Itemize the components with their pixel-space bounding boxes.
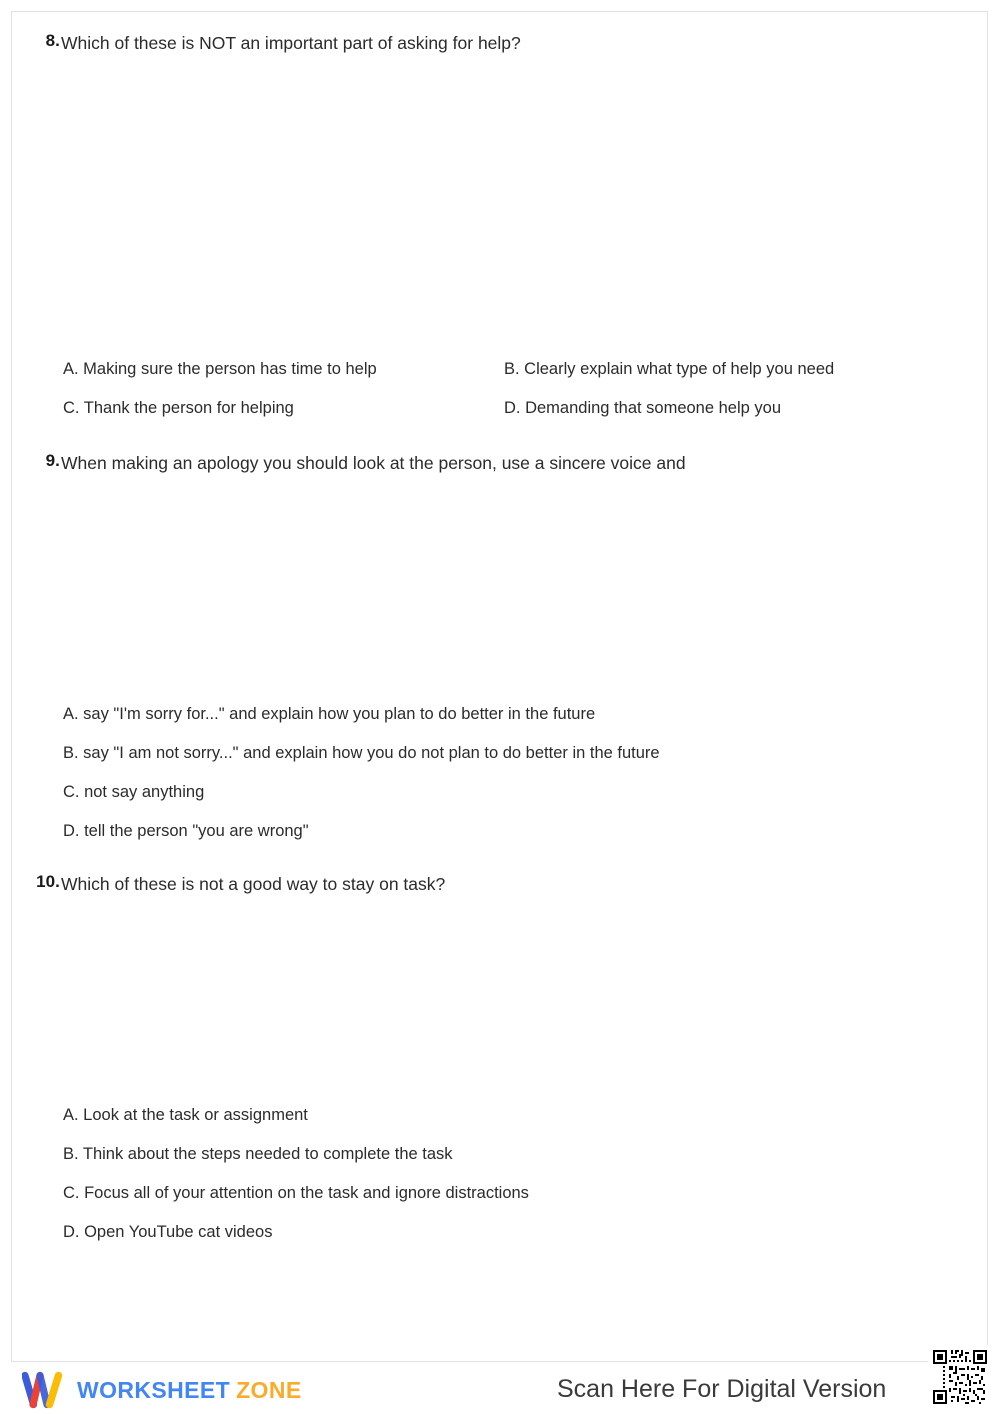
answer-workspace-9 xyxy=(12,481,987,703)
qr-code[interactable] xyxy=(928,1345,992,1409)
question-number: 9. xyxy=(45,451,60,470)
option-row xyxy=(12,1143,987,1182)
worksheet-body xyxy=(12,12,987,1361)
options-10 xyxy=(12,1104,987,1260)
question-text: Which of these is NOT an important part of asking for help? xyxy=(61,33,521,53)
option-d[interactable]: D. Demanding that someone help you xyxy=(504,399,782,417)
question-heading-10 xyxy=(12,872,987,902)
question-block-8 xyxy=(12,31,987,436)
option-row xyxy=(12,358,987,397)
option-row xyxy=(12,703,987,742)
question-number: 8. xyxy=(45,31,60,50)
option-c[interactable]: C. Focus all of your attention on the task and ignore distractions xyxy=(63,1184,529,1202)
question-block-9 xyxy=(12,451,987,859)
question-text: When making an apology you should look at the person, use a sincere voice and xyxy=(61,453,686,473)
option-c[interactable]: C. Thank the person for helping xyxy=(63,399,294,417)
worksheet-zone-logo-icon xyxy=(22,1370,68,1410)
option-row xyxy=(12,1221,987,1260)
answer-workspace-8 xyxy=(12,61,987,358)
brand-word-zone: ZONE xyxy=(236,1376,302,1403)
option-b[interactable]: B. Think about the steps needed to complete the task xyxy=(63,1145,453,1163)
option-row xyxy=(12,397,987,436)
worksheet-page xyxy=(11,11,988,1362)
question-text: Which of these is not a good way to stay on task? xyxy=(61,874,446,894)
option-a[interactable]: A. Making sure the person has time to help xyxy=(63,360,377,378)
option-b[interactable]: B. Clearly explain what type of help you need xyxy=(504,360,835,378)
option-d[interactable]: D. tell the person "you are wrong" xyxy=(63,822,309,840)
brand-word-worksheet: WORKSHEET xyxy=(77,1376,231,1403)
page-footer xyxy=(0,1366,1000,1414)
question-heading-9 xyxy=(12,451,987,481)
answer-workspace-10 xyxy=(12,902,987,1104)
option-a[interactable]: A. Look at the task or assignment xyxy=(63,1106,308,1124)
option-row xyxy=(12,1104,987,1143)
option-row xyxy=(12,742,987,781)
option-c[interactable]: C. not say anything xyxy=(63,783,205,801)
option-row xyxy=(12,781,987,820)
brand-wordmark xyxy=(77,1376,302,1403)
question-number: 10. xyxy=(36,872,60,891)
option-b[interactable]: B. say "I am not sorry..." and explain how you do not plan to do better in the future xyxy=(63,744,660,762)
options-9 xyxy=(12,703,987,859)
option-row xyxy=(12,1182,987,1221)
brand-logo[interactable] xyxy=(22,1368,302,1412)
option-row xyxy=(12,820,987,859)
scan-here-label: Scan Here For Digital Version xyxy=(557,1375,887,1403)
question-block-10 xyxy=(12,872,987,1260)
options-8 xyxy=(12,358,987,436)
question-heading-8 xyxy=(12,31,987,61)
option-a[interactable]: A. say "I'm sorry for..." and explain how you plan to do better in the future xyxy=(63,705,596,723)
option-d[interactable]: D. Open YouTube cat videos xyxy=(63,1223,273,1241)
